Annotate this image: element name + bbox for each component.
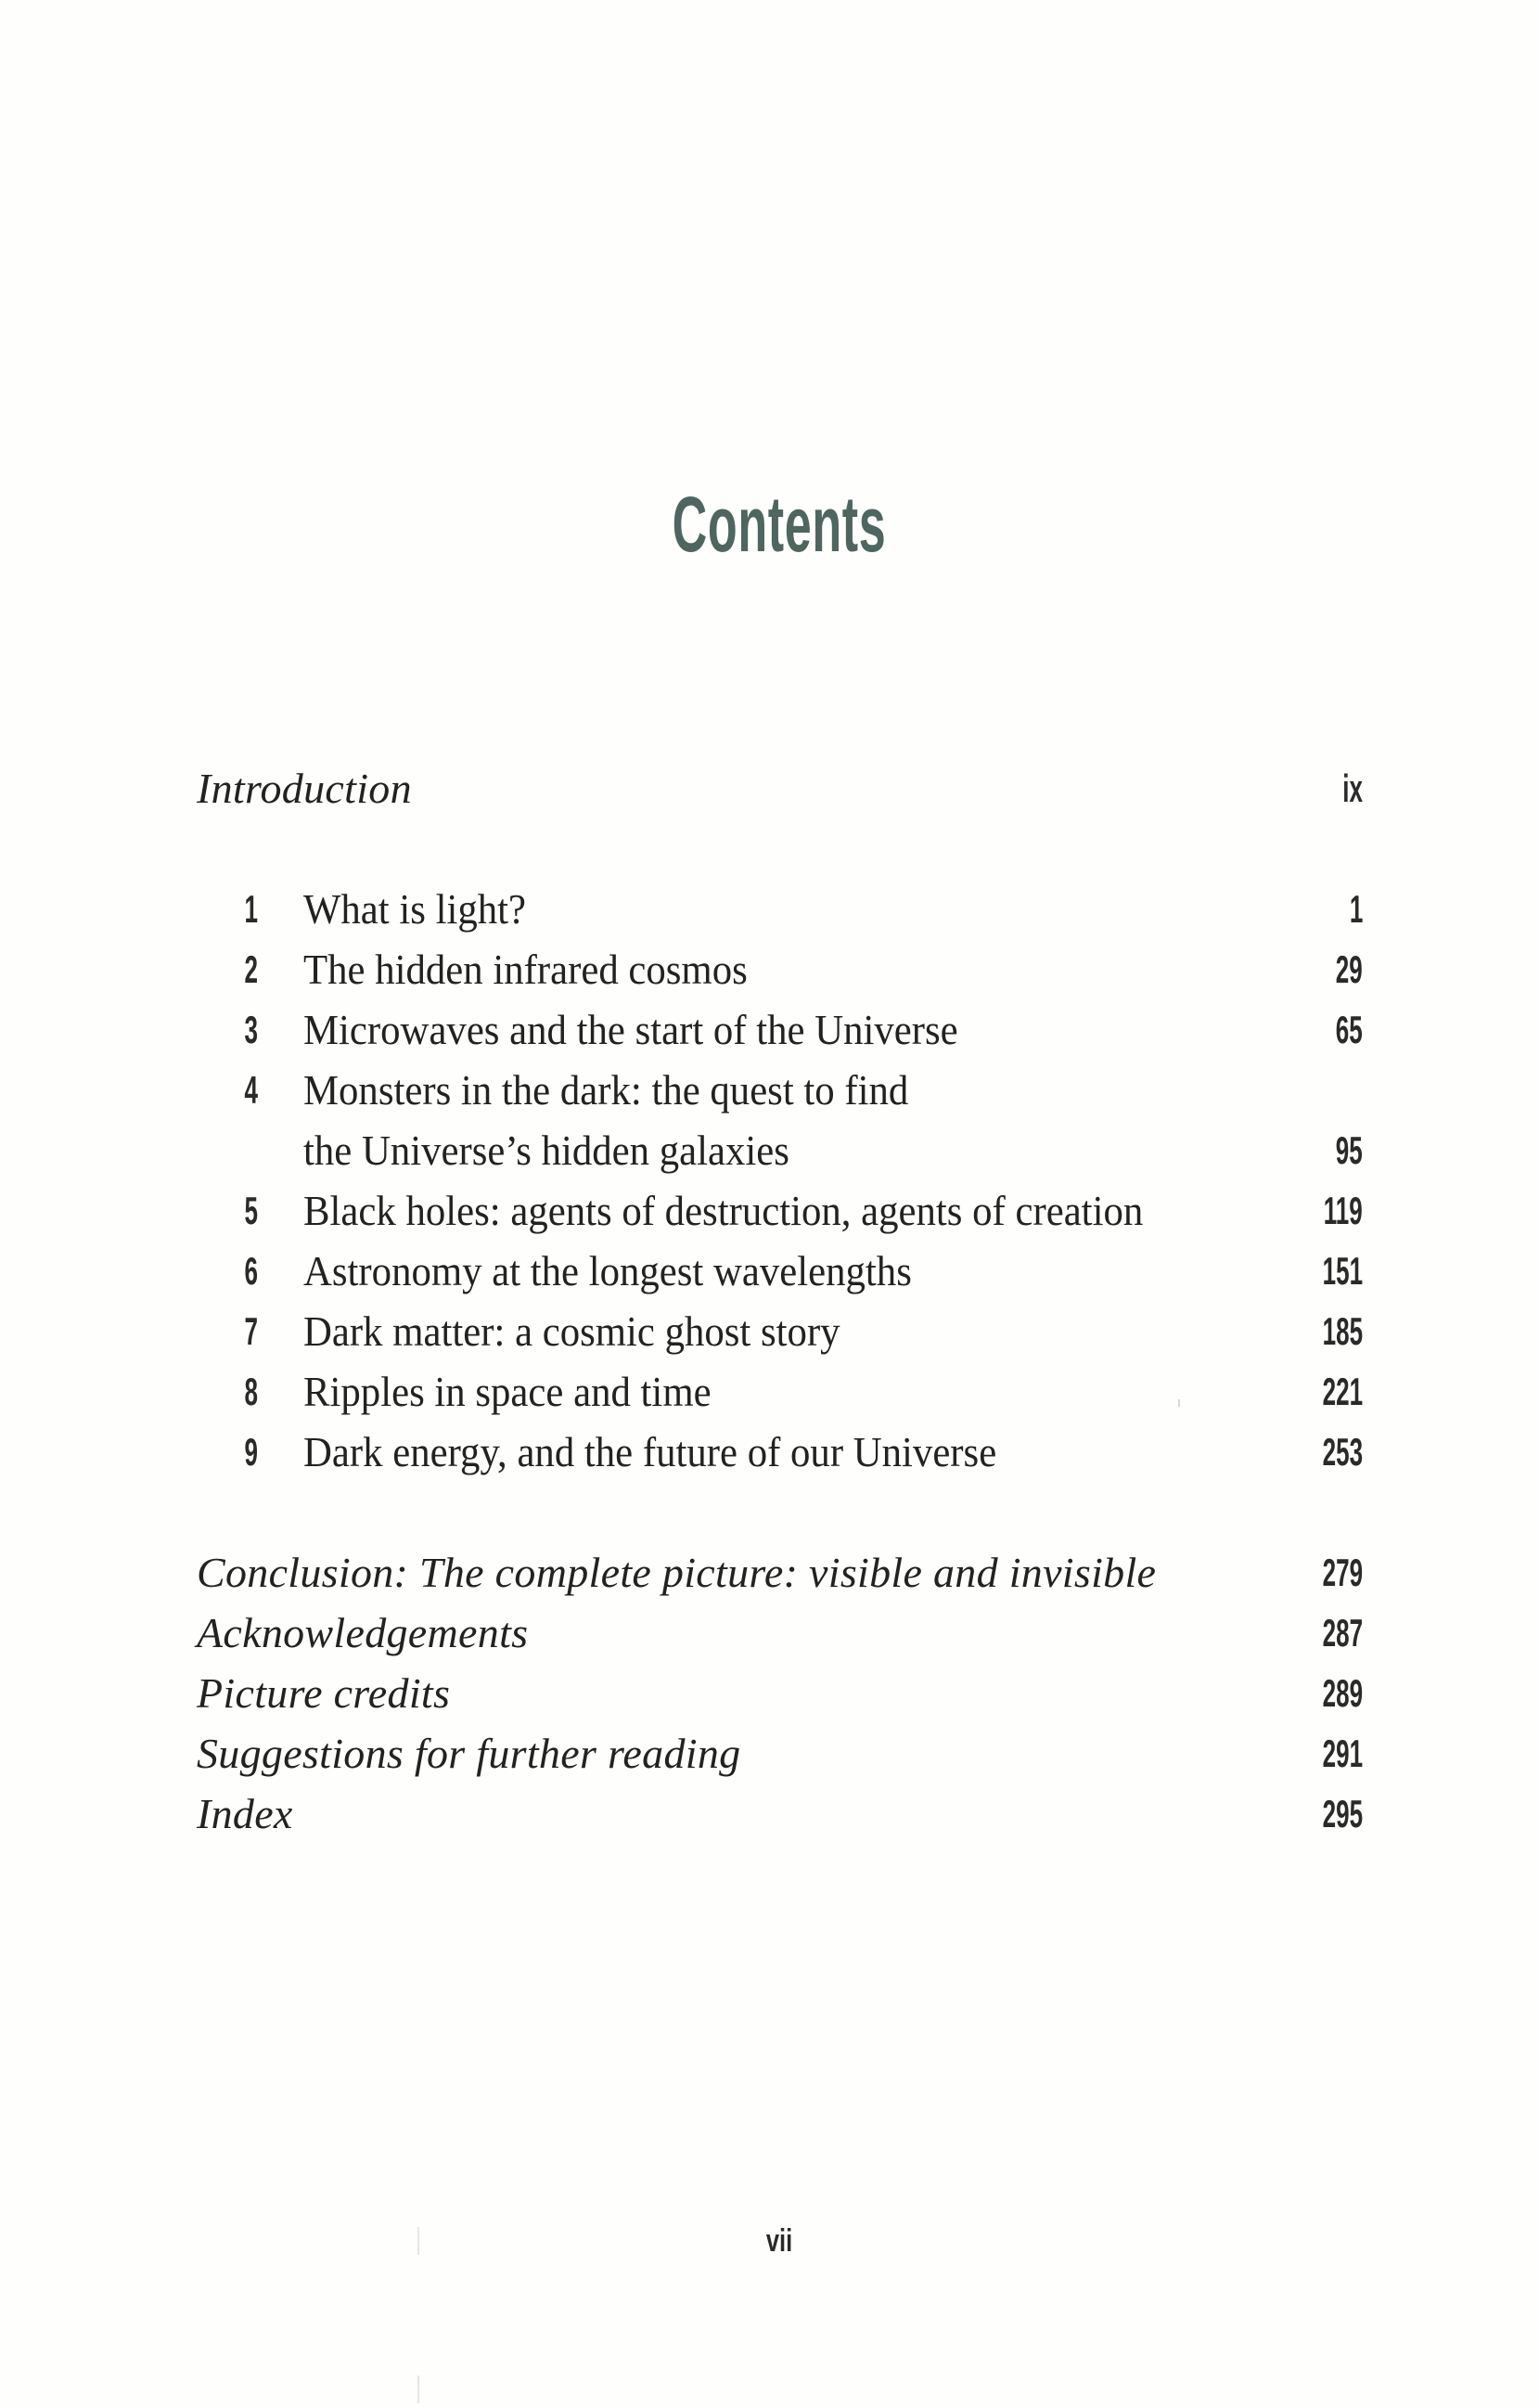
toc-chapter-8[interactable] bbox=[0, 1364, 1539, 1420]
toc-chapter-7[interactable] bbox=[0, 1304, 1539, 1359]
toc-entry-label: Index bbox=[197, 1790, 293, 1837]
chapter-title: Dark matter: a cosmic ghost story bbox=[303, 1307, 840, 1355]
chapter-title: Astronomy at the longest wavelengths bbox=[303, 1247, 912, 1294]
chapter-page: 253 bbox=[1322, 1430, 1363, 1474]
page-number: vii bbox=[765, 2223, 793, 2259]
toc-entry-introduction[interactable] bbox=[0, 761, 1539, 817]
toc-entry-label: Conclusion: The complete picture: visible and invisible bbox=[197, 1549, 1157, 1596]
toc-entry-page: 295 bbox=[1322, 1792, 1363, 1835]
toc-chapter-2[interactable] bbox=[0, 942, 1539, 998]
scan-speck bbox=[417, 2227, 419, 2255]
chapter-page: 65 bbox=[1336, 1008, 1363, 1051]
toc-chapter-6[interactable] bbox=[0, 1243, 1539, 1299]
chapter-number: 9 bbox=[244, 1430, 258, 1474]
chapter-title-line-1: Monsters in the dark: the quest to find bbox=[303, 1066, 909, 1114]
toc-chapter-1[interactable] bbox=[0, 882, 1539, 937]
chapter-title: Microwaves and the start of the Universe bbox=[303, 1006, 958, 1053]
toc-entry-picture-credits[interactable] bbox=[0, 1666, 1539, 1721]
chapter-title: Dark energy, and the future of our Universe bbox=[303, 1428, 997, 1475]
toc-chapter-4-continued[interactable] bbox=[0, 1123, 1539, 1178]
toc-chapter-5[interactable] bbox=[0, 1183, 1539, 1239]
chapter-number: 1 bbox=[244, 887, 258, 931]
chapter-page: 221 bbox=[1322, 1370, 1363, 1413]
chapter-title: Ripples in space and time bbox=[303, 1368, 712, 1415]
page-title: Contents bbox=[672, 481, 887, 568]
chapter-page: 185 bbox=[1322, 1309, 1363, 1353]
chapter-number: 5 bbox=[244, 1189, 258, 1232]
toc-entry-label: Acknowledgements bbox=[197, 1609, 529, 1656]
chapter-title: Black holes: agents of destruction, agents of creation bbox=[303, 1187, 1144, 1234]
toc-entry-acknowledgements[interactable] bbox=[0, 1605, 1539, 1661]
chapter-page: 119 bbox=[1323, 1189, 1363, 1232]
scan-speck bbox=[417, 2376, 419, 2403]
toc-entry-page: 291 bbox=[1322, 1732, 1363, 1775]
chapter-title: The hidden infrared cosmos bbox=[303, 946, 748, 993]
chapter-page: 1 bbox=[1349, 887, 1363, 931]
chapter-title-line-2: the Universe’s hidden galaxies bbox=[303, 1127, 789, 1174]
chapter-number: 3 bbox=[244, 1008, 258, 1051]
toc-chapter-9[interactable] bbox=[0, 1424, 1539, 1480]
chapter-number: 2 bbox=[244, 947, 258, 991]
chapter-number: 6 bbox=[244, 1249, 258, 1293]
toc-entry-label: Picture credits bbox=[197, 1669, 451, 1717]
scan-speck bbox=[1178, 1399, 1180, 1407]
chapter-page: 151 bbox=[1322, 1249, 1363, 1293]
toc-entry-page: 279 bbox=[1322, 1551, 1363, 1594]
toc-entry-further-reading[interactable] bbox=[0, 1726, 1539, 1782]
toc-chapter-4[interactable] bbox=[0, 1062, 1539, 1118]
chapter-page: 95 bbox=[1336, 1128, 1363, 1172]
chapter-page: 29 bbox=[1336, 947, 1363, 991]
toc-entry-label: Introduction bbox=[197, 765, 412, 812]
toc-entry-page: 287 bbox=[1322, 1611, 1363, 1655]
toc-entry-index[interactable] bbox=[0, 1786, 1539, 1842]
toc-chapter-3[interactable] bbox=[0, 1002, 1539, 1058]
toc-entry-page: ix bbox=[1342, 766, 1363, 810]
chapter-number: 8 bbox=[244, 1370, 258, 1413]
chapter-number: 7 bbox=[244, 1309, 258, 1353]
toc-entry-conclusion[interactable] bbox=[0, 1545, 1539, 1601]
toc-entry-label: Suggestions for further reading bbox=[197, 1730, 741, 1777]
chapter-title: What is light? bbox=[303, 885, 526, 933]
chapter-number: 4 bbox=[244, 1068, 258, 1112]
toc-entry-page: 289 bbox=[1322, 1671, 1363, 1715]
